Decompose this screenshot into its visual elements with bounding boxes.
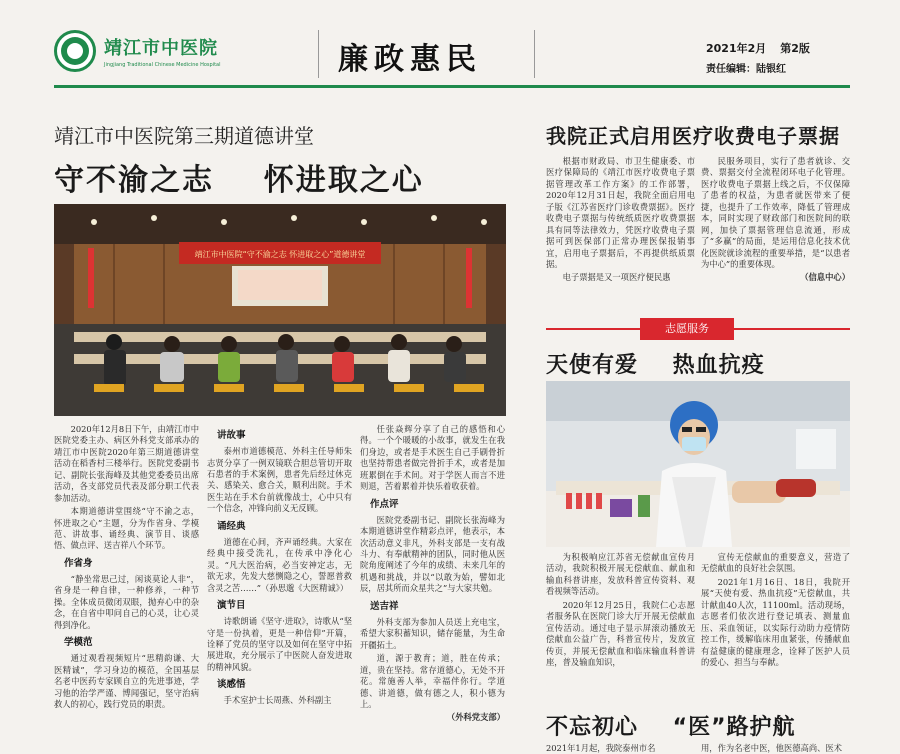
subheading: 送吉祥 (370, 600, 399, 612)
paragraph: 医院党委副书记、副院长张海峰为本期道德讲堂作精彩点评，他表示，本次活动意义非凡，外科支部是一支有战斗力、有奉献精神的团队，同时他从医院角度阐述了今年的成绩、未来几年的机遇和挑战，并以“以敢为始，譬如北辰，居其所而众星共之”与大家共勉。 (360, 514, 505, 594)
paragraph: 电子票据是又一项医疗便民惠 (562, 272, 671, 283)
page-number: 第2版 (780, 42, 810, 55)
paragraph: 道德在心间，齐声诵经典。大家在经典中接受洗礼，在传承中净化心灵。“凡大医治病，必当安神定志，无欲无求，先发大慈恻隐之心，誓愿普救含灵之苦……”（孙思邈《大医精诚》） (207, 536, 352, 593)
ebill-column-2 (701, 156, 850, 306)
blood-drive-photo (546, 381, 850, 547)
subheading: 作省身 (64, 557, 93, 569)
paragraph: 2020年12月25日，我院仁心志愿者服务队在医院门诊大厅开展无偿献血宣传活动。通过电子显示屏滚动播放无偿献血公益广告，科普宣传片，发放宣传页，并展无偿献血和临床输血科普讲座，普及输血知识， (546, 599, 695, 667)
paragraph: 2021年1月起，我院泰州市名 (546, 743, 656, 753)
lecture-hall-photo (54, 204, 506, 416)
logo-emblem-icon (54, 30, 96, 72)
subheading: 谈感悟 (217, 679, 246, 691)
paragraph: 外科支部为参加人员送上充电宝，希望大家积蓄知识，储存能量，为生命开疆拓土。 (360, 616, 505, 650)
subheading: 诵经典 (217, 520, 246, 532)
logo-name: 靖江市中医院 (104, 38, 218, 59)
paragraph: 本期道德讲堂围绕“守不渝之志，怀进取之心”主题，分为作省身、学模范、讲故事、诵经典、演节目、谈感悟、做点评、送吉祥八个环节。 (54, 506, 199, 551)
hospital-logo (54, 30, 221, 72)
paragraph: 宣传无偿献血的重要意义，营造了无偿献血的良好社会氛围。 (701, 552, 850, 574)
lead-column-2 (207, 424, 352, 754)
lead-column-1 (54, 424, 199, 754)
original-aspiration-body (546, 742, 850, 754)
paragraph: 民服务项目，实行了患者就诊、交费、票据交付全流程闭环电子化管理。医疗收费电子票据上线之后，不仅保障了患者的权益，为患者就医带来了便捷，也提升了工作效率，降低了管理成本，同时实现了财政部门和医院间的联网，加快了票据管理信息流通，形成了“多赢”的局面，是运用信息化技术优化医院就诊流程的重要举措，是“以患者为中心”的重要体现。 (701, 156, 850, 269)
paragraph: 任张焱辉分享了自己的感悟和心得。一个个暖暖的小故事，就发生在我们身边，或者是手术医生自己手刷骨折也坚持帮患者做完骨折手术，或者是加班累倒在手术间。对于学医人而言不进则退，苦着累着并快乐着收获着。 (360, 424, 505, 492)
subheading: 讲故事 (217, 430, 246, 441)
article-source: （信息中心） (800, 272, 850, 283)
ebill-article-header (546, 120, 850, 149)
paragraph: 通过观看视频短片“思精韵谦、大医精诚”，学习身边的模范，全国基层名老中医药专家顾自立的先进事迹，学习他的治学严谨、博闻强记，坚守治病救人的初心，践行党员的职责。 (54, 653, 199, 709)
volunteer-section-tag: 志愿服务 (640, 318, 734, 340)
ebill-body (546, 156, 850, 306)
lead-kicker: 靖江市中医院第三期道德讲堂 (54, 124, 314, 148)
issue-info (706, 40, 824, 56)
ebill-column-1 (546, 156, 695, 306)
banner-text: 靖江市中医院“守不渝之志 怀进取之心”道德讲堂 (194, 250, 366, 259)
paragraph: 泰州市道德模范、外科主任导师朱志贤分享了一例双镜联合胆总管切开取石患者的手术案例，患者先后经过休克关、感染关、愈合关，顺利出院。手术医生站在手术台前就像战士，心中只有一个信念，冲锋向前义无反顾。 (207, 446, 352, 514)
ebill-headline: 我院正式启用医疗收费电子票据 (546, 124, 840, 148)
volunteer-headline: 天使有爱 热血抗疫 (546, 353, 765, 378)
volunteer-column-1 (546, 552, 695, 702)
original-aspiration-headline: 不忘初心 “医”路护航 (546, 715, 796, 740)
paragraph: 根据市财政局、市卫生健康委、市医疗保障局的《靖江市医疗收费电子票据管理改革工作方案》的工作部署，2020年12月31日起，我院全面启用电子版《江苏省医疗门诊收费票据》。医疗收费电子票据与传统纸质医疗收费票据具有同等法律效力，凭医疗收费电子票据可到医保部门正常办理医保报销事宜，启用电子票据后，不再提供纸质票据。 (546, 156, 695, 269)
subheading: 学模范 (64, 637, 93, 649)
divider (534, 30, 535, 78)
masthead (0, 0, 900, 100)
masthead-rule (54, 85, 850, 88)
editor-credit: 责任编辑：陆银红 (706, 64, 786, 75)
lead-article-header (54, 120, 506, 199)
paragraph: 诗歌朗诵《坚守·进取》，诗歌从“坚守是一份执着，更是一种信仰”开篇，诠释了党员的坚守以及如何在坚守中拓展进取，充分展示了中医院人奋发进取的精神风貌。 (207, 616, 352, 672)
section-title: 廉政惠民 (338, 42, 482, 77)
logo-english-name: Jingjiang Traditional Chinese Medicine Hospital (104, 62, 221, 68)
divider (318, 30, 319, 78)
paragraph: 2021年1月16日、18日，我院开展“天使有爱、热血抗疫”无偿献血，共计献血40人次，11100ml。活动现场，志愿者们依次进行登记填表、测量血压、采血领证，以实际行动助力疫情防控工作，缓解临床用血紧张，传播献血有益健康的健康理念，诠释了医护人员的爱心、担当与奉献。 (701, 576, 850, 667)
paragraph: 2020年12月8日下午，由靖江市中医院党委主办、病区外科党支部承办的靖江市中医院2020年第三期道德讲堂活动在稻香村三楼举行。医院党委副书记、副院长张海峰及其他党委委员出席活动，各支部党员代表及部分职工代表参加活动。 (54, 424, 199, 503)
volunteer-body (546, 552, 850, 702)
subheading: 演节目 (217, 600, 246, 612)
paragraph: “静坐常思己过，闲谈莫论人非”，省身是一种自律，一种修养，一种节操。全体成员微闭双眼，抛弃心中的杂念，在自省中叩问自己的心灵，让心灵得到净化。 (54, 573, 199, 630)
subheading: 作点评 (370, 498, 399, 510)
lead-body (54, 424, 506, 754)
paragraph: 道，源于教育；道，胜在传承；道，贵在坚持。常存道德心，无处不开花。常施善人举，幸福伴你行。学道德、讲道德，做有德之人，积小德为上。 (360, 653, 505, 709)
article-source: （外科党支部） (446, 712, 505, 723)
paragraph: 为积极响应江苏省无偿献血宣传月活动，我院积极开展无偿献血、献血和输血科普讲座，发放科普宣传资料、观看视频等活动。 (546, 552, 695, 597)
lead-headline: 守不渝之志 怀进取之心 (54, 163, 424, 198)
paragraph: 用，作为名老中医，他医德高尚、医术 (701, 743, 843, 753)
lead-column-3 (360, 424, 505, 754)
paragraph: 手术室护士长周燕、外科副主 (223, 695, 332, 706)
issue-date: 2021年2月 (706, 42, 767, 55)
volunteer-column-2 (701, 552, 850, 702)
